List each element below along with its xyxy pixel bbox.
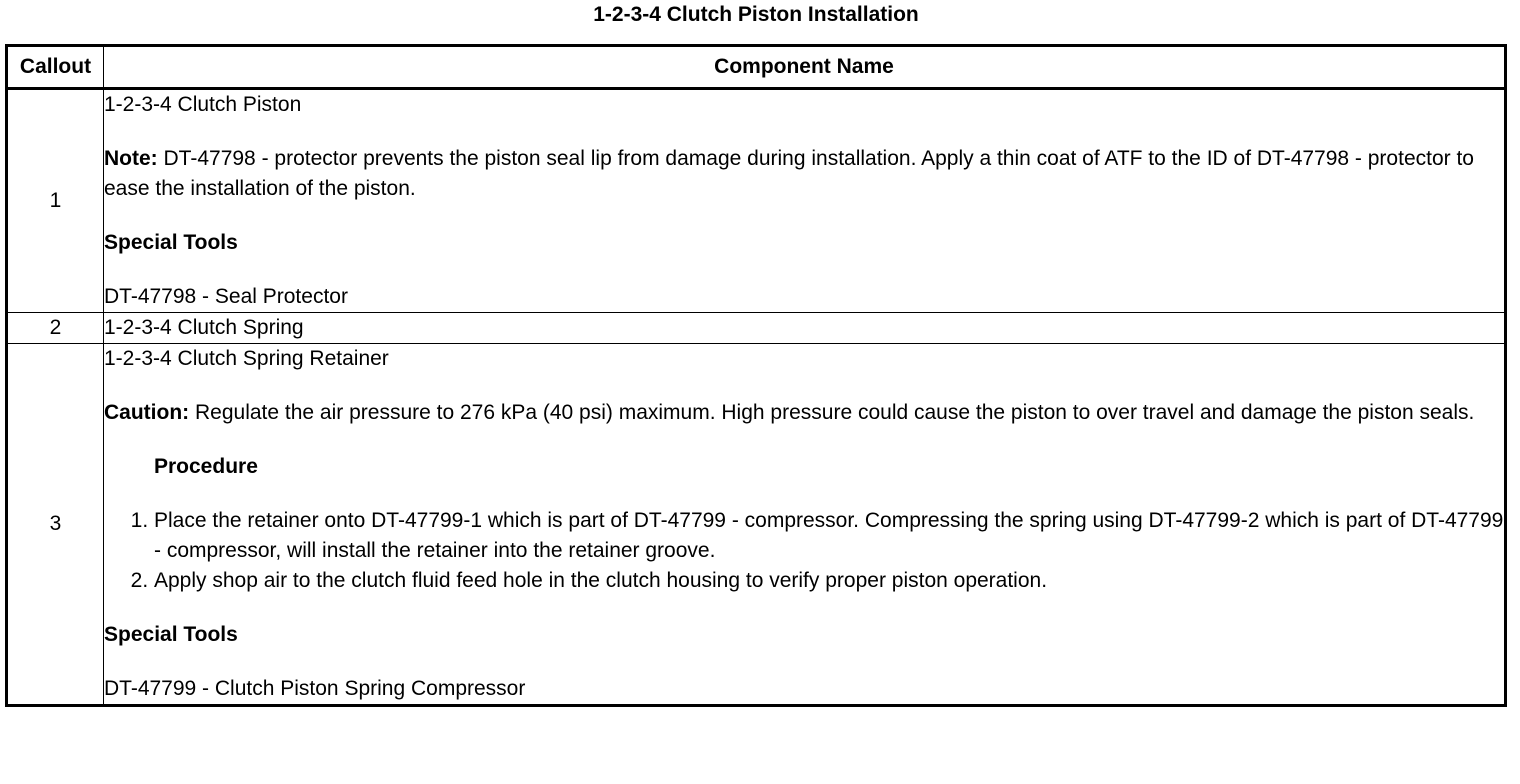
procedure-step: 2. Apply shop air to the clutch fluid feed hole in the clutch housing to verify proper piston operation.: [154, 566, 1504, 596]
component-name: 1-2-3-4 Clutch Spring Retainer: [104, 347, 389, 370]
special-tool: DT-47799 - Clutch Piston Spring Compressor: [104, 677, 526, 700]
special-tools-heading: Special Tools: [104, 231, 238, 254]
procedure-heading: Procedure: [154, 455, 258, 478]
page-title: 1-2-3-4 Clutch Piston Installation: [593, 3, 919, 26]
component-cell: [104, 89, 1506, 313]
procedure-steps: [104, 506, 1504, 596]
caution: [104, 398, 1504, 428]
note: [104, 144, 1504, 204]
callout-number: 3: [7, 344, 104, 706]
callout-column-header: Callout: [7, 46, 104, 89]
table-row: [7, 313, 1506, 344]
caution-text: Regulate the air pressure to 276 kPa (40 psi) maximum. High pressure could cause the piston to over travel and damage the piston seals.: [189, 401, 1475, 424]
component-cell: [104, 344, 1506, 706]
table-header-row: [7, 46, 1506, 89]
table-row: [7, 344, 1506, 706]
component-table: [5, 44, 1507, 707]
component-name-column-header: Component Name: [104, 46, 1506, 89]
special-tools-heading: Special Tools: [104, 623, 238, 646]
table-row: [7, 89, 1506, 313]
special-tool: DT-47798 - Seal Protector: [104, 285, 348, 308]
callout-number: 2: [7, 313, 104, 344]
note-text: DT-47798 - protector prevents the piston seal lip from damage during installation. Apply a thin coat of ATF to the ID of DT-47798 - protector to ease the installation of the piston.: [104, 147, 1474, 200]
procedure-step: 1. Place the retainer onto DT-47799-1 which is part of DT-47799 - compressor. Compressing the spring using DT-47799-2 which is part of DT-47799 - compressor, will install the retainer into the retainer groove.: [154, 506, 1504, 566]
component-name: 1-2-3-4 Clutch Piston: [104, 93, 302, 116]
component-cell: [104, 313, 1506, 344]
component-name: 1-2-3-4 Clutch Spring: [104, 316, 304, 339]
caution-label: Caution:: [104, 401, 190, 424]
note-label: Note:: [104, 147, 158, 170]
callout-number: 1: [7, 89, 104, 313]
